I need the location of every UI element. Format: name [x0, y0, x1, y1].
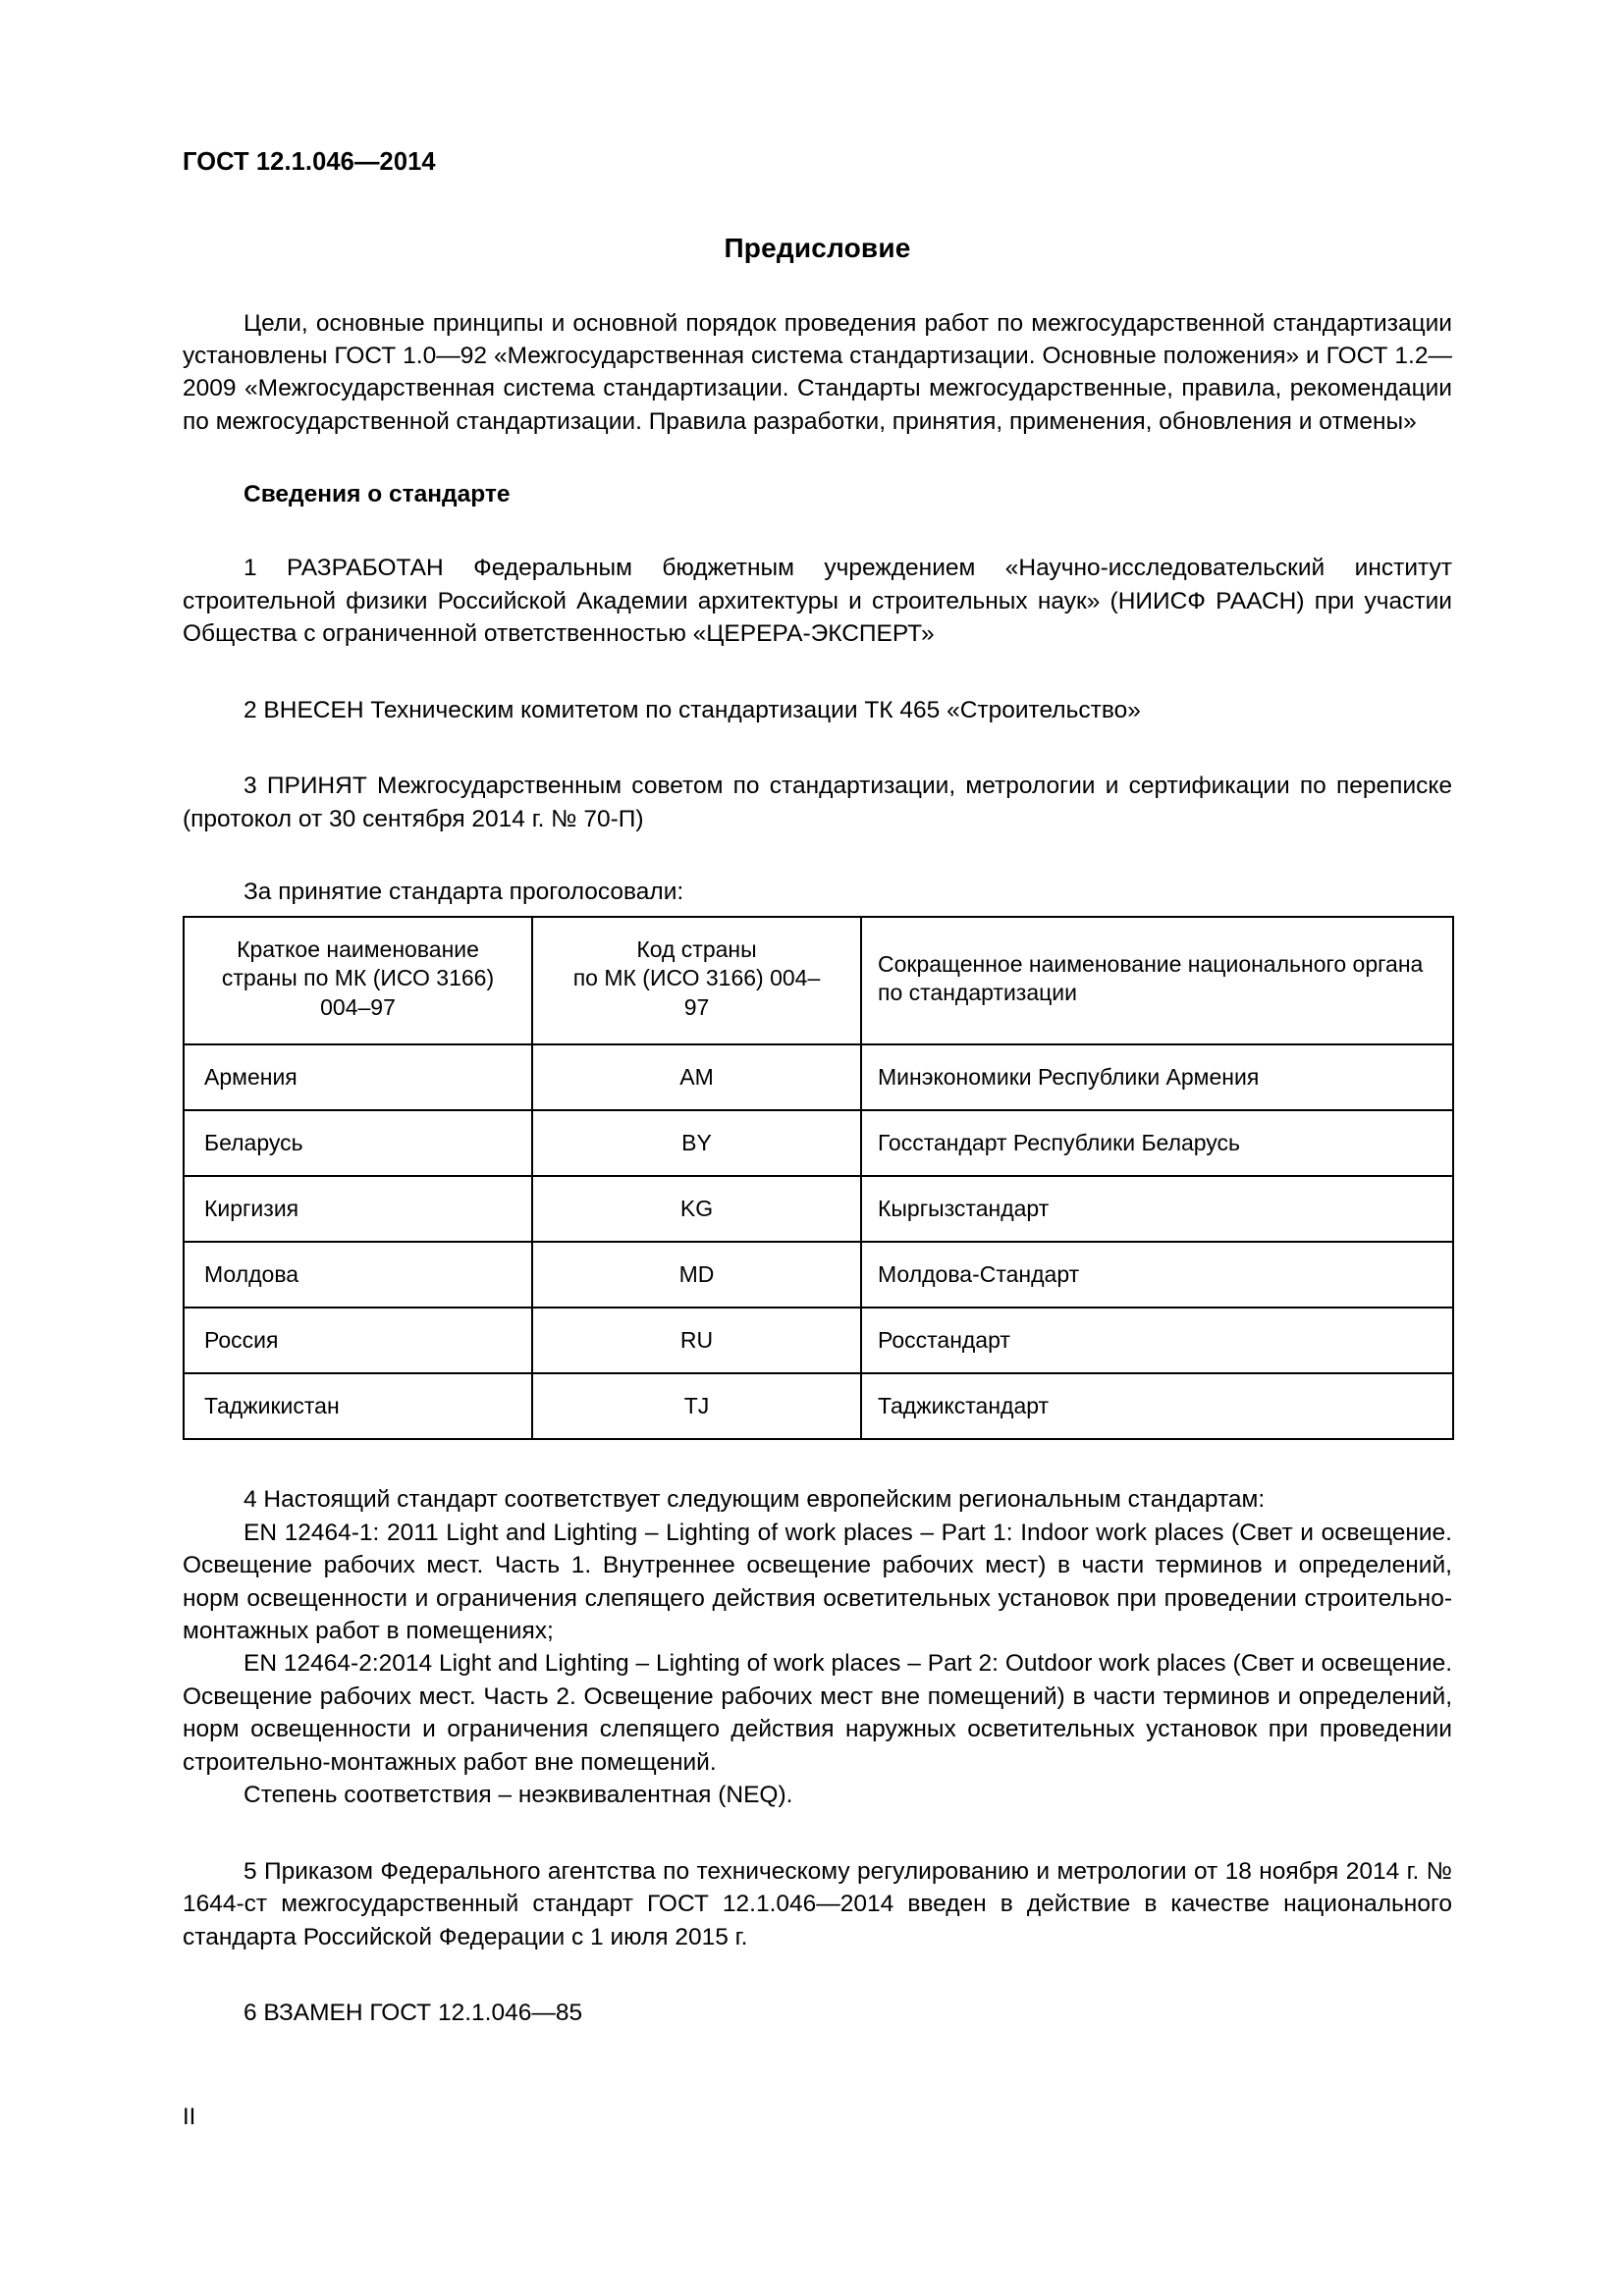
cell-body: Минэкономики Республики Армения	[861, 1044, 1453, 1110]
intro-paragraph: Цели, основные принципы и основной порядок проведения работ по межгосударственной стандартизации установлены ГОСТ 1.0—92 «Межгосударственная система стандартизации. Основные положения» и ГОСТ 1.2—2009 «Межгосударственная система стандартизации. Стандарты межгосударственные, правила, рекомендации по межгосударственной стандартизации. Правила разработки, принятия, применения, обновления и отмены»	[183, 309, 1452, 435]
table-row	[184, 1110, 1453, 1176]
votes-caption: За принятие стандарта проголосовали:	[243, 878, 684, 905]
cell-country: Россия	[184, 1308, 532, 1373]
voting-countries-table	[183, 916, 1454, 1440]
header-line: по МК (ИСО 3166) 004–	[572, 965, 821, 991]
cell-code: KG	[532, 1176, 861, 1242]
cell-country: Беларусь	[184, 1110, 532, 1176]
header-line: 97	[683, 993, 710, 1020]
cell-country: Киргизия	[184, 1176, 532, 1242]
header-line: Сокращенное наименование национального органа	[878, 950, 1424, 977]
column-header-country-name	[184, 917, 532, 1044]
cell-code: BY	[532, 1110, 861, 1176]
page-number: II	[183, 2104, 196, 2130]
cell-body: Госстандарт Республики Беларусь	[861, 1110, 1453, 1176]
en-12464-1-paragraph: EN 12464-1: 2011 Light and Lighting – Lighting of work places – Part 1: Indoor work places (Свет и освещение. Освещение рабочих мест. Часть 1. Внутреннее освещение рабочих мест) в части терминов и определений, норм освещенности и ограничения слепящего действия осветительных установок при проведении строительно-монтажных работ в помещениях;	[183, 1519, 1452, 1645]
cell-code: AM	[532, 1044, 861, 1110]
cell-country: Армения	[184, 1044, 532, 1110]
standard-info-item-3: 3 ПРИНЯТ Межгосударственным советом по стандартизации, метрологии и сертификации по переписке (протокол от 30 сентября 2014 г. № 70-П)	[183, 773, 1452, 832]
cell-code: RU	[532, 1308, 861, 1373]
header-line: Краткое наименование	[237, 935, 479, 962]
voting-countries-body	[184, 1044, 1453, 1439]
standard-info-item-2: 2 ВНЕСЕН Техническим комитетом по стандартизации ТК 465 «Строительство»	[243, 696, 1141, 723]
page-title: Предисловие	[724, 232, 911, 263]
standard-info-heading: Сведения о стандарте	[243, 481, 511, 508]
cell-body: Молдова-Стандарт	[861, 1242, 1453, 1308]
european-standards-intro: 4 Настоящий стандарт соответствует следующим европейским региональным стандартам:	[243, 1486, 1266, 1514]
column-header-country-code	[532, 917, 861, 1044]
cell-body: Кыргызстандарт	[861, 1176, 1453, 1242]
en-12464-2-paragraph: EN 12464-2:2014 Light and Lighting – Lighting of work places – Part 2: Outdoor work places (Свет и освещение. Освещение рабочих мест. Часть 2. Освещение рабочих мест вне помещений) в части терминов и определений, норм освещенности и ограничения слепящего действия наружных осветительных установок при проведении строительно-монтажных работ вне помещений.	[183, 1650, 1452, 1776]
european-standards-block	[183, 1483, 1452, 1811]
header-line: страны по МК (ИСО 3166)	[221, 965, 495, 991]
cell-code: TJ	[532, 1373, 861, 1439]
header-line: 004–97	[320, 993, 396, 1020]
header-line: Код страны	[636, 935, 757, 962]
column-header-national-body	[861, 917, 1453, 1044]
cell-body: Росстандарт	[861, 1308, 1453, 1373]
table-row	[184, 1373, 1453, 1439]
standard-info-item-1: 1 РАЗРАБОТАН Федеральным бюджетным учреждением «Научно-исследовательский институт строительной физики Российской Академии архитектуры и строительных наук» (НИИСФ РААСН) при участии Общества с ограниченной ответственностью «ЦЕРЕРА-ЭКСПЕРТ»	[183, 555, 1452, 648]
enactment-item-6: 6 ВЗАМЕН ГОСТ 12.1.046—85	[243, 1999, 583, 2026]
cell-code: MD	[532, 1242, 861, 1308]
cell-country: Молдова	[184, 1242, 532, 1308]
page-content	[183, 147, 1452, 2029]
table-header-row	[184, 917, 1453, 1044]
table-row	[184, 1044, 1453, 1110]
enactment-item-5: 5 Приказом Федерального агентства по техническому регулированию и метрологии от 18 ноября 2014 г. № 1644-ст межгосударственный стандарт ГОСТ 12.1.046—2014 введен в действие в качестве национального стандарта Российской Федерации с 1 июля 2015 г.	[183, 1857, 1452, 1950]
header-line: по стандартизации	[878, 980, 1077, 1006]
standard-number-header: ГОСТ 12.1.046—2014	[183, 148, 436, 176]
table-row	[184, 1176, 1453, 1242]
cell-body: Таджикстандарт	[861, 1373, 1453, 1439]
table-row	[184, 1242, 1453, 1308]
cell-country: Таджикистан	[184, 1373, 532, 1439]
conformity-degree-paragraph: Степень соответствия – неэквивалентная (NEQ).	[243, 1782, 793, 1809]
table-row	[184, 1308, 1453, 1373]
